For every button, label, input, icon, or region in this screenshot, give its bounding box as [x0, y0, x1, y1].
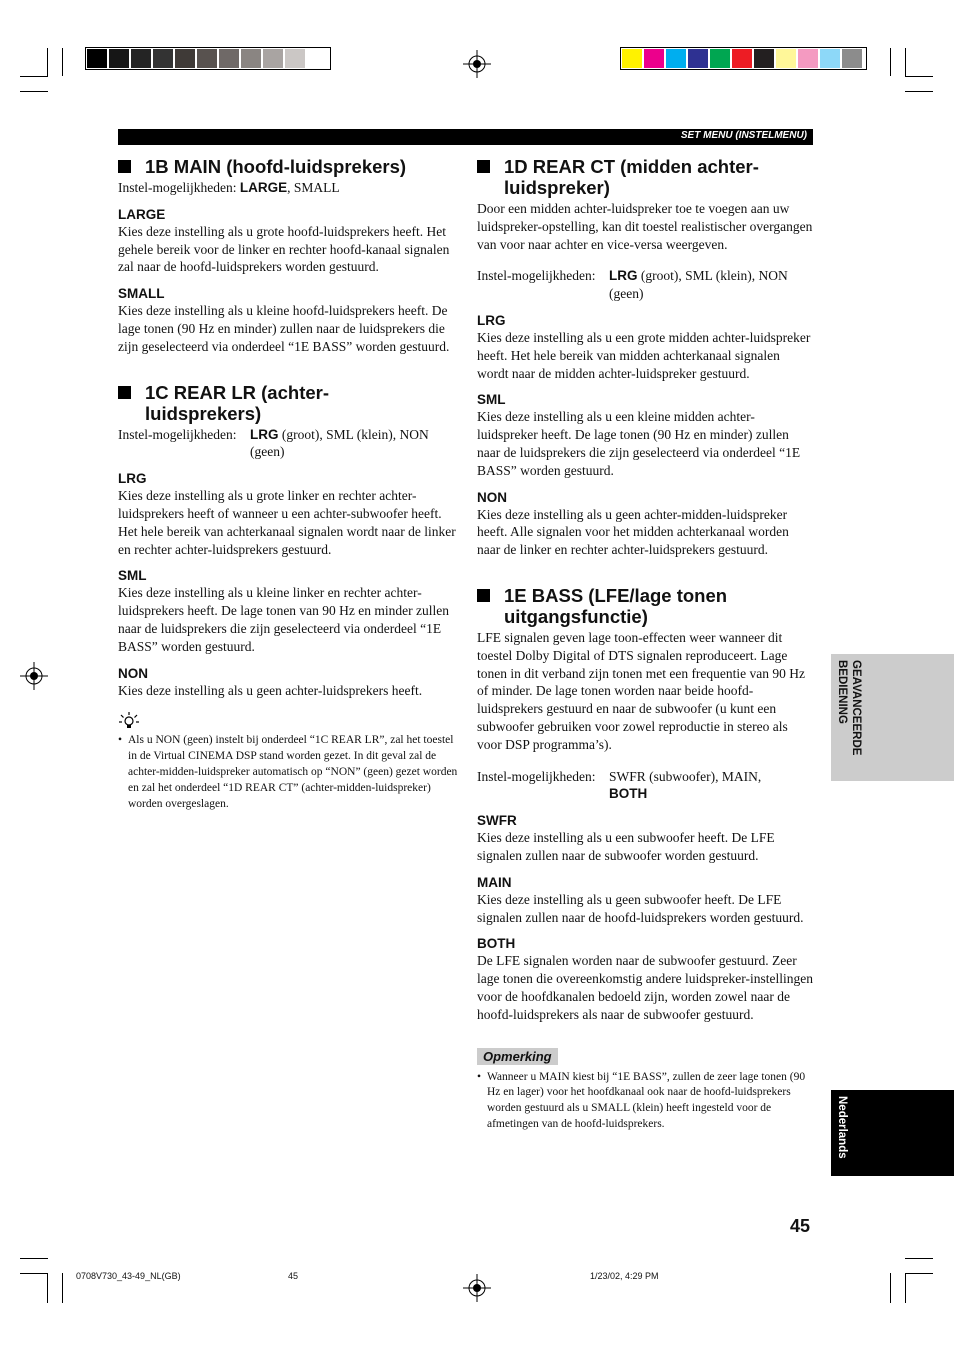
heading-1c-rear-lr: 1C REAR LR (achter- luidsprekers)	[118, 382, 458, 424]
option-text: Kies deze instelling als u een subwoofer heeft. De LFE signalen zullen naar de subwoofer worden gestuurd.	[477, 830, 775, 863]
option-text: Kies deze instelling als u grote linker en rechter achter-luidsprekers heeft of wanneer u een achter-subwoofer heeft. Het hele bereik van achterkanaal signalen wordt naar de linker en rechter achter-luidsprekers gestuurd.	[118, 488, 456, 557]
choices-1c: Instel-mogelijkheden: LRG (groot), SML (klein), NON (geen)	[118, 426, 429, 460]
option-heading: SML	[118, 568, 147, 584]
option-heading: LARGE	[118, 206, 166, 222]
color-swatch	[710, 49, 730, 68]
option-text: Kies deze instelling als u geen subwoofer heeft. De LFE signalen zullen naar de hoofd-luidsprekers worden gestuurd.	[477, 891, 804, 925]
option-heading: LRG	[477, 312, 506, 328]
color-swatch	[219, 49, 239, 68]
option-heading: SWFR	[477, 813, 517, 829]
side-tab-advanced-label: GEAVANCEERDE BEDIENING	[836, 660, 862, 756]
note-text: • Wanneer u MAIN kiest bij “1E BASS”, zullen de zeer lage tonen (90 Hz en lager) voor het hoofdkanaal ook naar de hoofd-luidsprekers worden gestuurd als u SMALL (klein) heeft ingesteld voor de afmetingen van de hoofd-luidsprekers.	[477, 1070, 806, 1130]
color-swatch	[197, 49, 217, 68]
option-heading: NON	[118, 665, 148, 681]
grayscale-calibration-strip	[85, 47, 331, 70]
crop-mark	[20, 1273, 48, 1274]
crop-mark	[905, 76, 933, 77]
color-swatch	[131, 49, 151, 68]
page-number: 45	[790, 1216, 811, 1236]
option-text: Kies deze instelling als u een kleine midden achter-luidspreker heeft. De lage tonen (90 Hz en minder) zullen naar de luidsprekers die zijn geselecteerd via onderdeel “1E BASS” worden gestuurd.	[477, 409, 801, 478]
choices-1d: Instel-mogelijkheden: LRG (groot), SML (klein), NON (geen)	[477, 268, 788, 302]
footer-file: 0708V730_43-49_NL(GB)	[76, 1271, 181, 1281]
color-swatch	[644, 49, 664, 68]
color-swatch	[109, 49, 129, 68]
color-swatch	[776, 49, 796, 68]
crop-mark	[905, 1273, 933, 1274]
choices-1b: Instel-mogelijkheden: LARGE, SMALL	[118, 180, 340, 195]
section-header-bar	[118, 129, 813, 145]
note-label: Opmerking	[477, 1048, 558, 1065]
square-bullet-icon	[118, 160, 131, 173]
choices-1e: Instel-mogelijkheden: SWFR (subwoofer), MAIN, BOTH	[477, 768, 762, 802]
registration-mark-icon	[463, 1274, 491, 1302]
color-swatch	[241, 49, 261, 68]
option-text: De LFE signalen worden naar de subwoofer gestuurd. Zeer lage tonen die overeenkomstig andere luidspreker-instellingen voor de hoofdkanalen bedoeld zijn, worden zowel naar de hoofd-luidsprekers als naar de subwoofer gestuurd.	[477, 953, 813, 1022]
intro-text: Door een midden achter-luidspreker toe te voegen aan uw luidspreker-opstelling, kan dit toestel realistischer overgangen van voor naar achter en vice-versa weergeven.	[477, 201, 813, 252]
square-bullet-icon	[118, 386, 131, 399]
side-tab-language	[831, 1090, 954, 1176]
side-tab-advanced	[831, 654, 954, 781]
crop-mark	[905, 1258, 933, 1259]
section-label: SET MENU (INSTELMENU)	[680, 130, 807, 141]
right-column	[477, 156, 814, 1133]
crop-mark	[905, 48, 906, 76]
footer-page: 45	[288, 1271, 299, 1281]
option-text: Kies deze instelling als u kleine linker en rechter achter-luidsprekers heeft. De lage tonen van 90 Hz en minder zullen naar de luidsprekers die zijn geselecteerd via onderdeel “1E BASS” worden gestuurd.	[118, 585, 450, 654]
color-calibration-strip	[620, 47, 867, 70]
option-heading: NON	[477, 489, 507, 505]
option-text: Kies deze instelling als u kleine hoofd-luidsprekers heeft. De lage tonen (90 Hz en minder) zullen naar de luidsprekers die zijn geselecteerd via onderdeel “1E BASS” worden gestuurd.	[118, 303, 450, 354]
side-tab-language-label: Nederlands	[836, 1096, 848, 1159]
crop-mark	[20, 76, 48, 77]
color-swatch	[842, 49, 862, 68]
crop-mark	[62, 48, 63, 76]
crop-mark	[47, 1273, 48, 1303]
option-text: Kies deze instelling als u grote hoofd-luidsprekers heeft. Het gehele bereik voor de linker en rechter hoofd-kanaal signalen zal naar de hoofd-luidsprekers worden gestuurd.	[118, 223, 450, 275]
color-swatch	[285, 49, 305, 68]
option-text: Kies deze instelling als u een grote midden achter-luidspreker heeft. Het hele bereik van midden achterkanaal signalen wordt naar de midden achter-luidspreker gestuurd.	[477, 329, 811, 381]
left-column	[118, 156, 458, 812]
option-heading: BOTH	[477, 936, 516, 952]
color-swatch	[798, 49, 818, 68]
color-swatch	[666, 49, 686, 68]
square-bullet-icon	[477, 589, 490, 602]
heading-1d-rear-ct: 1D REAR CT (midden achter- luidspreker)	[477, 156, 814, 198]
intro-text: LFE signalen geven lage toon-effecten weer wanneer dit toestel Dolby Digital of DTS signalen reproduceert. Lage tonen in dit verband zijn tonen met een frequentie van 90 Hz of minder. De lage tonen worden naar beide hoofd-luidsprekers gestuurd en naar de subwoofer (u kunt een subwoofer gebruiken voor zowel reproductie in stereo als voor DSP programma’s).	[477, 629, 806, 752]
crop-mark	[905, 1273, 906, 1303]
option-heading: SML	[477, 392, 506, 408]
registration-mark-icon	[463, 50, 491, 78]
crop-mark	[905, 91, 933, 92]
color-swatch	[153, 49, 173, 68]
option-heading: MAIN	[477, 874, 512, 890]
color-swatch	[732, 49, 752, 68]
footer-date: 1/23/02, 4:29 PM	[590, 1271, 659, 1281]
option-text: Kies deze instelling als u geen achter-midden-luidspreker heeft. Alle signalen voor het midden achterkanaal worden naar de linker en rechter achter-luidsprekers gestuurd.	[477, 506, 789, 558]
tip-note: • Als u NON (geen) instelt bij onderdeel “1C REAR LR”, zal het toestel in de Virtual CINEMA DSP stand worden gezet. In dit geval zal de achter-midden-luidspreker automatisch op “NON” (geen) gezet worden en zal het onderdeel “1D REAR CT” (achter-midden-luidspreker) worden overgeslagen.	[118, 734, 458, 810]
color-swatch	[688, 49, 708, 68]
tip-lightbulb-icon	[118, 711, 140, 731]
color-swatch	[754, 49, 774, 68]
option-heading: LRG	[118, 471, 147, 487]
crop-mark	[20, 91, 48, 92]
registration-mark-icon	[20, 662, 48, 690]
color-swatch	[307, 49, 327, 68]
option-text: Kies deze instelling als u geen achter-luidsprekers heeft.	[118, 682, 423, 698]
crop-mark	[890, 48, 891, 76]
option-heading: SMALL	[118, 286, 165, 302]
square-bullet-icon	[477, 160, 490, 173]
note-header	[477, 1048, 814, 1066]
crop-mark	[890, 1273, 891, 1303]
color-swatch	[175, 49, 195, 68]
crop-mark	[47, 48, 48, 76]
color-swatch	[820, 49, 840, 68]
heading-1b-main: 1B MAIN (hoofd-luidsprekers)	[118, 156, 458, 177]
crop-mark	[62, 1273, 63, 1303]
color-swatch	[263, 49, 283, 68]
heading-1e-bass: 1E BASS (LFE/lage tonen uitgangsfunctie)	[477, 585, 814, 627]
color-swatch	[622, 49, 642, 68]
color-swatch	[87, 49, 107, 68]
crop-mark	[20, 1258, 48, 1259]
